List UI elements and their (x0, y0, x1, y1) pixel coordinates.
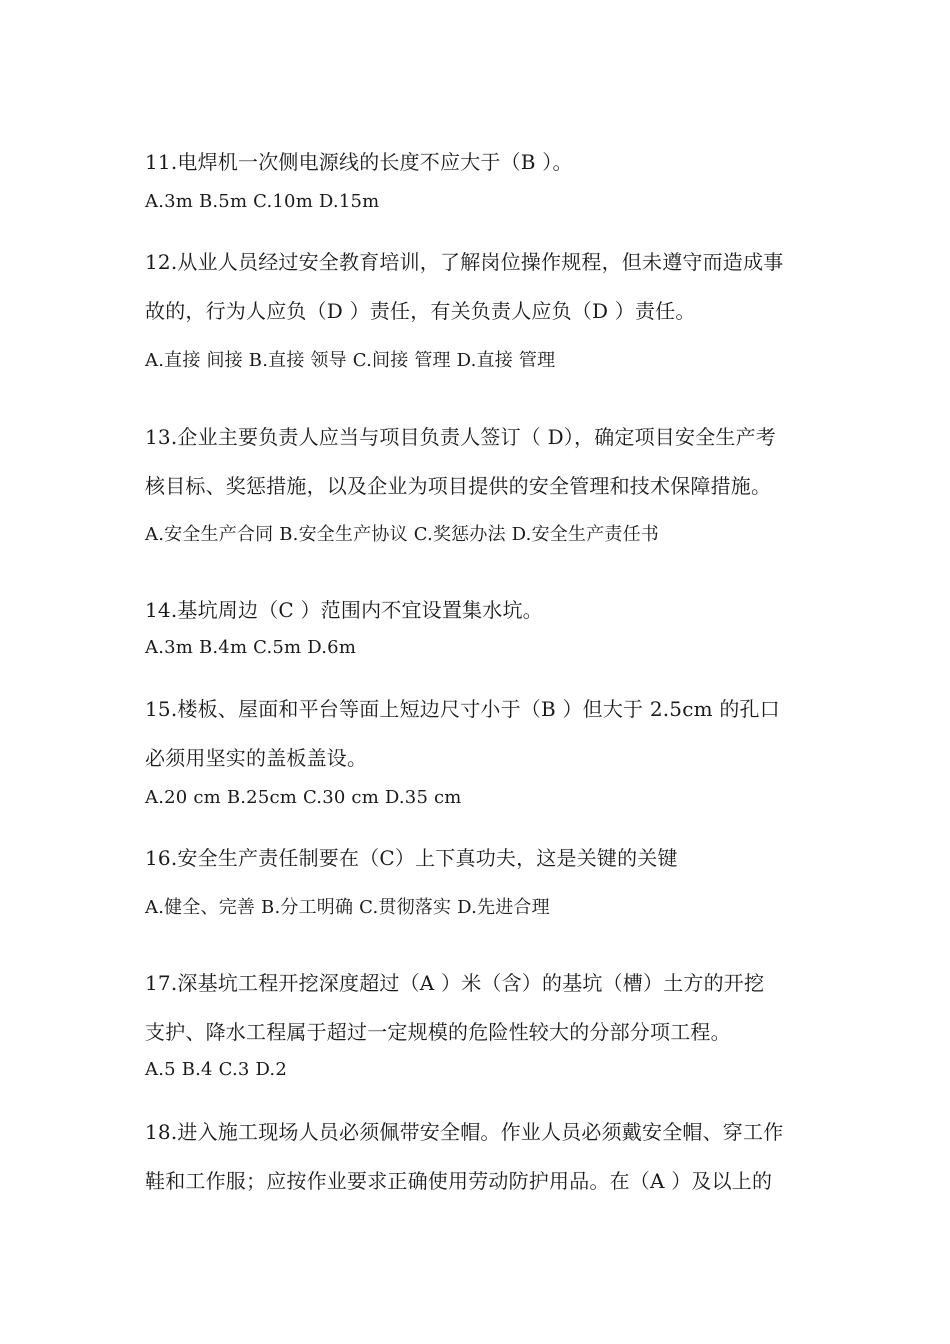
question-11-text: 11.电焊机一次侧电源线的长度不应大于（B ）。 (145, 150, 573, 174)
question-15-options: A.20 cm B.25cm C.30 cm D.35 cm (145, 787, 462, 808)
question-15-text-line-2: 必须用坚实的盖板盖设。 (145, 746, 368, 770)
question-18-text-line-2: 鞋和工作服；应按作业要求正确使用劳动防护用品。在（A ）及以上的 (145, 1169, 773, 1193)
question-14-options: A.3m B.4m C.5m D.6m (145, 637, 357, 658)
question-11-options: A.3m B.5m C.10m D.15m (145, 191, 380, 212)
question-16-text: 16.安全生产责任制要在（C）上下真功夫，这是关键的关键 (145, 846, 678, 870)
question-13-options: A.安全生产合同 B.安全生产协议 C.奖惩办法 D.安全生产责任书 (145, 524, 659, 545)
question-17-text-line-1: 17.深基坑工程开挖深度超过（A ）米（含）的基坑（槽）土方的开挖 (145, 971, 765, 995)
question-15-text-line-1: 15.楼板、屋面和平台等面上短边尺寸小于（B ）但大于 2.5cm 的孔口 (145, 697, 780, 721)
question-18-text-line-1: 18.进入施工现场人员必须佩带安全帽。作业人员必须戴安全帽、穿工作 (145, 1120, 784, 1144)
question-13-text-line-1: 13.企业主要负责人应当与项目负责人签订（ D），确定项目安全生产考 (145, 425, 776, 449)
question-17-options: A.5 B.4 C.3 D.2 (145, 1059, 288, 1080)
question-14-text: 14.基坑周边（C ）范围内不宜设置集水坑。 (145, 598, 543, 622)
question-12-text-line-2: 故的，行为人应负（D ）责任，有关负责人应负（D ）责任。 (145, 299, 696, 323)
question-13-text-line-2: 核目标、奖惩措施，以及企业为项目提供的安全管理和技术保障措施。 (145, 474, 772, 498)
question-16-options: A.健全、完善 B.分工明确 C.贯彻落实 D.先进合理 (145, 897, 550, 918)
question-12-options: A.直接 间接 B.直接 领导 C.间接 管理 D.直接 管理 (145, 350, 556, 371)
question-17-text-line-2: 支护、降水工程属于超过一定规模的危险性较大的分部分项工程。 (145, 1020, 731, 1044)
question-12-text-line-1: 12.从业人员经过安全教育培训，了解岗位操作规程，但未遵守而造成事 (145, 250, 784, 274)
